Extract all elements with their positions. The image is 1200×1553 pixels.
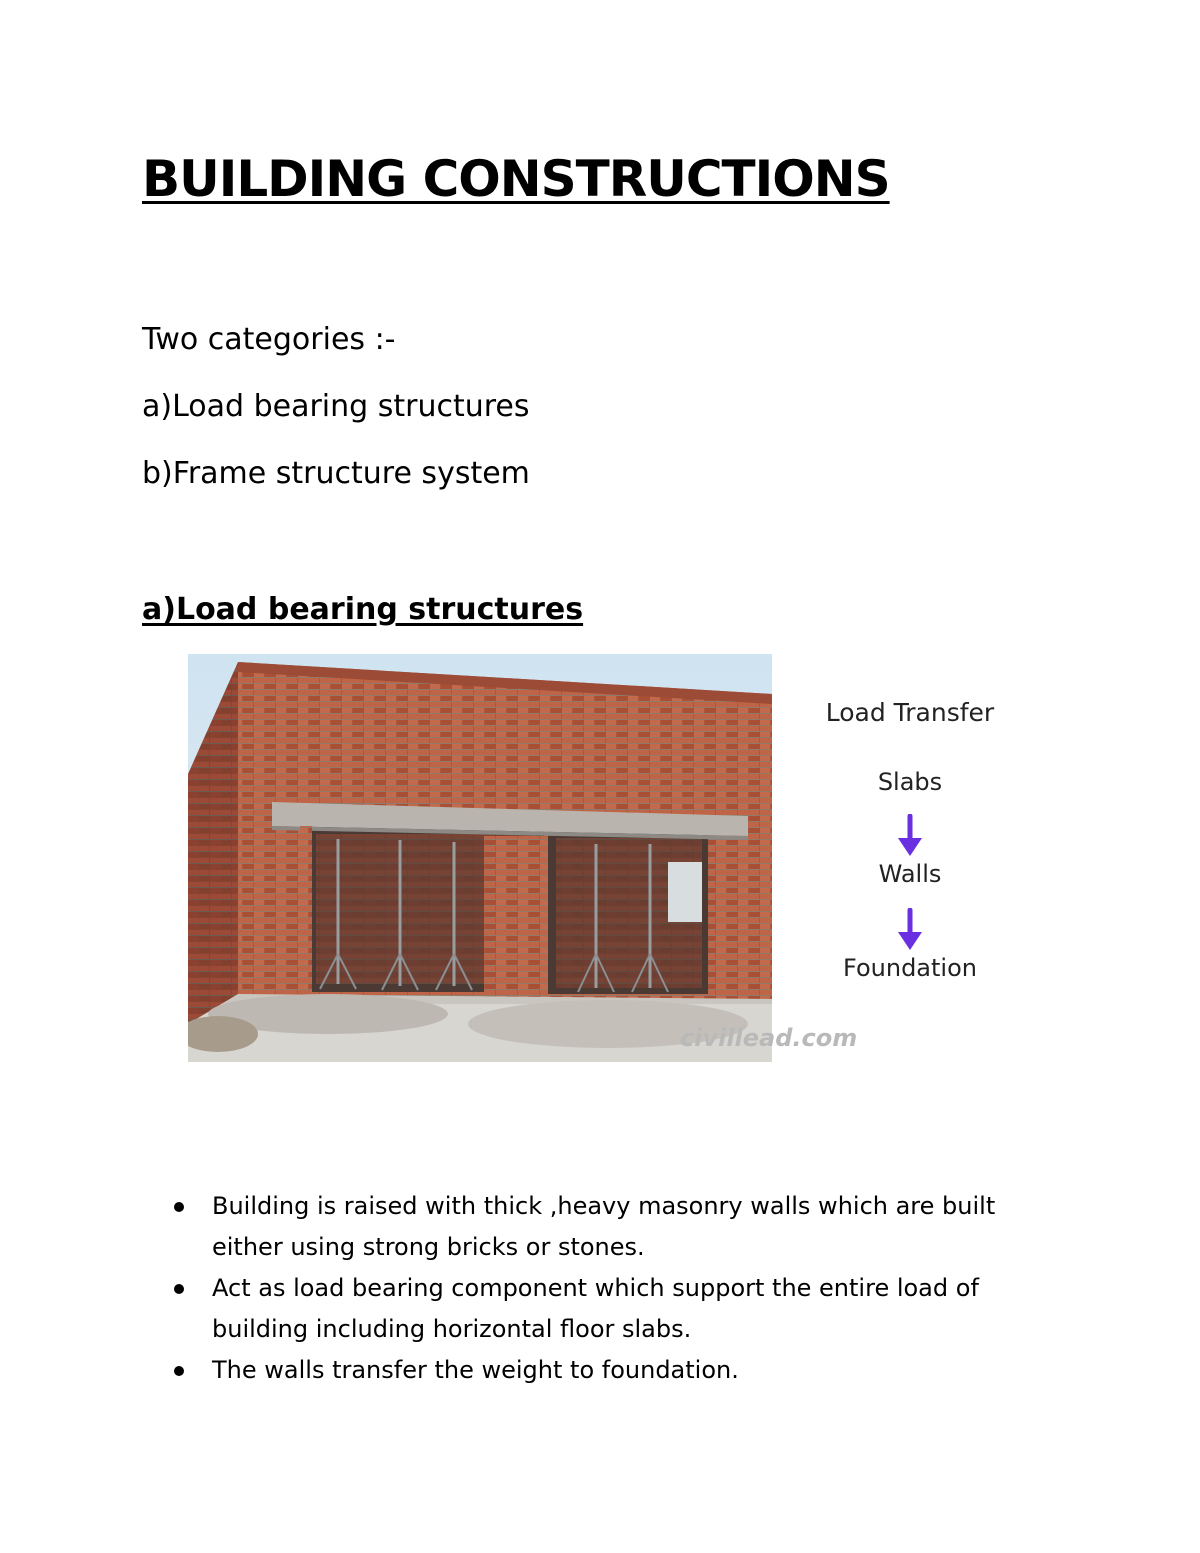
diagram-step-foundation: Foundation xyxy=(843,954,977,982)
brick-building-photo xyxy=(188,654,772,1062)
load-transfer-diagram xyxy=(800,690,1020,990)
category-item-b: b)Frame structure system xyxy=(142,456,530,491)
bullet-icon xyxy=(174,1284,184,1294)
diagram-title: Load Transfer xyxy=(825,698,995,727)
diagram-step-walls: Walls xyxy=(878,860,942,888)
list-item: The walls transfer the weight to foundation. xyxy=(172,1350,1052,1391)
list-item: Act as load bearing component which support the entire load of building including horizontal floor slabs. xyxy=(172,1268,1052,1350)
bullet-icon xyxy=(174,1366,184,1376)
watermark: civillead.com xyxy=(680,1024,858,1052)
diagram-step-slabs: Slabs xyxy=(877,768,943,796)
bullet-icon xyxy=(174,1202,184,1212)
category-item-a: a)Load bearing structures xyxy=(142,389,530,424)
page-title: BUILDING CONSTRUCTIONS xyxy=(142,150,890,208)
list-item: Building is raised with thick ,heavy masonry walls which are built either using strong bricks or stones. xyxy=(172,1186,1052,1268)
down-arrow-icon xyxy=(895,908,925,952)
down-arrow-icon xyxy=(895,814,925,858)
categories-heading: Two categories :- xyxy=(142,322,396,357)
bullet-list xyxy=(172,1186,1052,1391)
section-heading: a)Load bearing structures xyxy=(142,592,584,627)
